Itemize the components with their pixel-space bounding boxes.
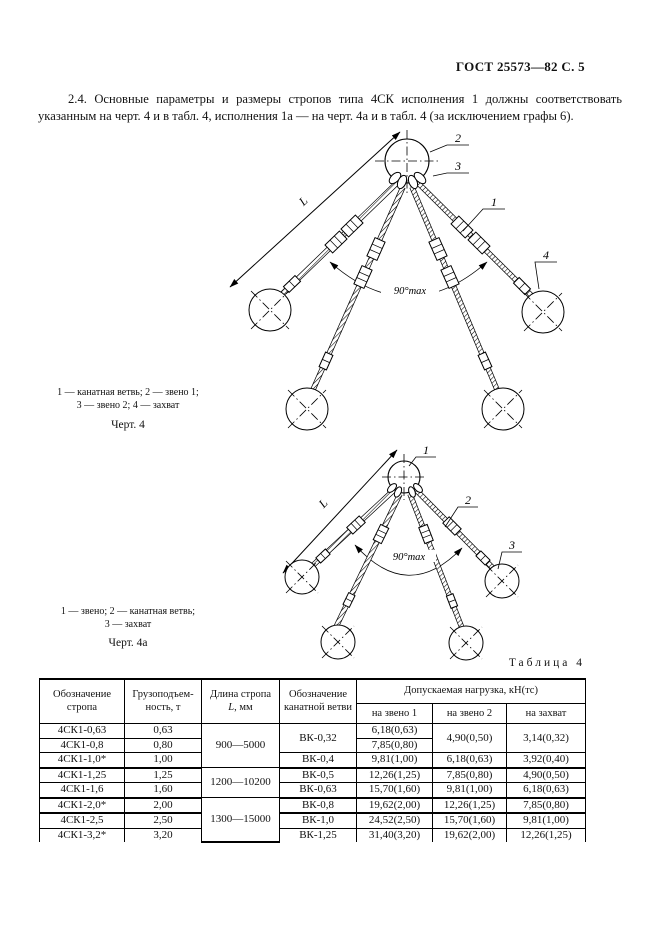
- cell-strop: 4СК1-0,8: [40, 738, 125, 753]
- cell-load-link1: 9,81(1,00): [357, 753, 433, 768]
- header-load-grab: на захват: [507, 704, 586, 724]
- cell-strop: 4СК1-2,5: [40, 813, 125, 828]
- cell-length: 900—5000: [202, 724, 280, 768]
- intro-line-2: указанным на черт. 4 и в табл. 4, исполнения 1а — на черт. 4а и в табл. 4 (за исключением графы 6).: [38, 108, 574, 123]
- fig4a-drawing: [272, 442, 564, 667]
- table-row: [40, 724, 586, 739]
- header-strop: [40, 679, 125, 724]
- header-branch-l1: Обозначение: [288, 689, 348, 700]
- header-strop-l1: Обозначение: [52, 689, 112, 700]
- cell-capacity: 3,20: [125, 828, 202, 842]
- cell-capacity: 1,60: [125, 783, 202, 798]
- cell-load-grab: 3,92(0,40): [507, 753, 586, 768]
- fig4-callout-1: 1: [491, 195, 497, 209]
- fig4a-dimension-label: L: [315, 496, 331, 511]
- table-row: [40, 753, 586, 768]
- header-capacity: [125, 679, 202, 724]
- cell-strop: 4СК1-0,63: [40, 724, 125, 739]
- fig4a-legend-line1: 1 — звено; 2 — канатная ветвь;: [60, 606, 196, 617]
- header-length: [202, 679, 280, 724]
- fig4-leader-2: [430, 145, 469, 152]
- cell-load-grab: 12,26(1,25): [507, 828, 586, 842]
- cell-strop: 4СК1-1,6: [40, 783, 125, 798]
- header-branch: [280, 679, 357, 724]
- header-load-group: Допускаемая нагрузка, кН(тс): [357, 679, 586, 704]
- fig4a-dimension-line: [283, 450, 397, 573]
- table-row: [40, 798, 586, 814]
- header-load-link2: на звено 2: [433, 704, 507, 724]
- table-row: [40, 783, 586, 798]
- cell-branch: ВК-0,5: [280, 768, 357, 783]
- cell-capacity: 0,63: [125, 724, 202, 739]
- header-capacity-l2: ность, т: [145, 701, 181, 713]
- cell-strop: 4СК1-1,25: [40, 768, 125, 783]
- cell-capacity: 2,50: [125, 813, 202, 828]
- cell-load-link2: 4,90(0,50): [433, 724, 507, 753]
- fig4-legend-line2: 3 — звено 2; 4 — захват: [76, 400, 180, 411]
- cell-strop: 4СК1-2,0*: [40, 798, 125, 814]
- cell-load-link1: 24,52(2,50): [357, 813, 433, 828]
- cell-load-link1: 6,18(0,63): [357, 724, 433, 739]
- length-unit: , мм: [234, 701, 253, 713]
- length-symbol: L: [228, 701, 235, 713]
- cell-load-grab: 9,81(1,00): [507, 813, 586, 828]
- cell-load-link1: 19,62(2,00): [357, 798, 433, 814]
- header-length-l1: Длина стропа: [209, 689, 272, 700]
- cell-load-link2: 15,70(1,60): [433, 813, 507, 828]
- fig4-legend: [40, 386, 216, 412]
- cell-load-link1: 15,70(1,60): [357, 783, 433, 798]
- cell-load-link2: 19,62(2,00): [433, 828, 507, 842]
- cell-load-grab: 6,18(0,63): [507, 783, 586, 798]
- cell-load-link1: 7,85(0,80): [357, 738, 433, 753]
- table-row: [40, 768, 586, 783]
- fig4a-callout-1: 1: [423, 443, 429, 457]
- cell-capacity: 1,00: [125, 753, 202, 768]
- fig4-leader-3: [433, 173, 469, 176]
- fig4a-legend-line2: 3 — захват: [104, 619, 152, 630]
- header-length-l2: [203, 702, 278, 715]
- fig4-grabs: [249, 289, 564, 430]
- fig4a-callout-2: 2: [465, 493, 471, 507]
- cell-load-grab: 4,90(0,50): [507, 768, 586, 783]
- cell-branch: ВК-0,8: [280, 798, 357, 814]
- fig4-callout-2: 2: [455, 131, 461, 145]
- cell-load-link2: 6,18(0,63): [433, 753, 507, 768]
- cell-load-grab: 3,14(0,32): [507, 724, 586, 753]
- cell-capacity: 2,00: [125, 798, 202, 814]
- cell-load-link1: 31,40(3,20): [357, 828, 433, 842]
- fig4-leader-4: [535, 262, 557, 289]
- fig4a-angle-label: 90°max: [392, 552, 426, 563]
- cell-length: 1300—15000: [202, 798, 280, 843]
- cell-branch: ВК-0,32: [280, 724, 357, 753]
- cell-load-link1: 12,26(1,25): [357, 768, 433, 783]
- standard-header: ГОСТ 25573—82 С. 5: [455, 59, 585, 74]
- cell-load-grab: 7,85(0,80): [507, 798, 586, 814]
- header-capacity-l1: Грузоподъем-: [132, 689, 194, 700]
- header-branch-l2: канатной ветви: [283, 701, 353, 713]
- table-row: [40, 828, 586, 842]
- cell-branch: ВК-0,63: [280, 783, 357, 798]
- fig4a-caption: Черт. 4а: [108, 637, 148, 649]
- intro-paragraph: [38, 91, 622, 124]
- fig4a-callout-3: 3: [509, 538, 515, 552]
- cell-load-link2: 9,81(1,00): [433, 783, 507, 798]
- fig4-callout-3: 3: [455, 159, 461, 173]
- cell-branch: ВК-0,4: [280, 753, 357, 768]
- cell-length: 1200—10200: [202, 768, 280, 798]
- cell-branch: ВК-1,25: [280, 828, 357, 842]
- header-strop-l2: стропа: [66, 701, 98, 713]
- cell-load-link2: 12,26(1,25): [433, 798, 507, 814]
- cell-load-link2: 7,85(0,80): [433, 768, 507, 783]
- fig4a-legend: [40, 605, 216, 631]
- table-title: Таблица 4: [508, 657, 585, 669]
- cell-strop: 4СК1-3,2*: [40, 828, 125, 842]
- parameters-table: [39, 678, 586, 843]
- fig4-dimension-label: L: [296, 193, 311, 209]
- cell-strop: 4СК1-1,0*: [40, 753, 125, 768]
- fig4-angle-label: 90°max: [393, 286, 427, 297]
- fig4-legend-line1: 1 — канатная ветвь; 2 — звено 1;: [57, 387, 199, 398]
- table-row: [40, 813, 586, 828]
- cell-capacity: 0,80: [125, 738, 202, 753]
- cell-branch: ВК-1,0: [280, 813, 357, 828]
- fig4-callout-4: 4: [543, 248, 549, 262]
- cell-capacity: 1,25: [125, 768, 202, 783]
- header-load-link1: на звено 1: [357, 704, 433, 724]
- intro-line-1: 2.4. Основные параметры и размеры стропов типа 4СК исполнения 1 должны соответствовать: [68, 92, 622, 106]
- fig4-caption: Черт. 4: [111, 419, 145, 431]
